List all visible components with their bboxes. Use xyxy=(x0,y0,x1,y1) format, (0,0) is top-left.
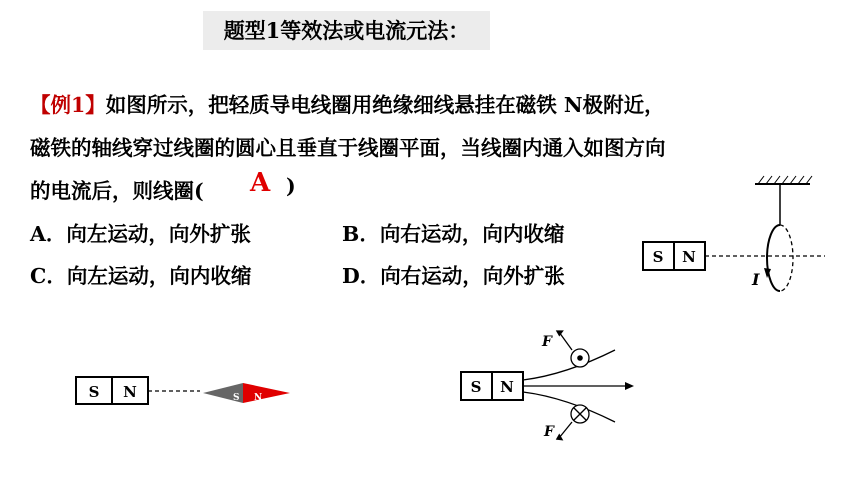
coil-back xyxy=(780,225,793,291)
current-label: I xyxy=(752,270,760,289)
force-arrow-top xyxy=(559,332,572,350)
example-text-3: 的电流后，则线圈( xyxy=(30,179,204,203)
example-tag: 【例1】 xyxy=(30,93,106,117)
magnet2-s-label: S xyxy=(88,383,100,401)
needle-figure xyxy=(75,370,305,410)
force-arrow-bottom xyxy=(559,422,572,438)
option-b-letter: B． xyxy=(342,222,380,246)
needle-n-half-icon xyxy=(243,383,290,403)
example-text-1: 如图所示，把轻质导电线圈用绝缘细线悬挂在磁铁 N极附近， xyxy=(105,93,665,117)
option-d xyxy=(342,259,565,289)
option-c xyxy=(30,259,251,289)
magnet2-n-label: N xyxy=(123,383,137,401)
option-b-text: 向右运动，向内收缩 xyxy=(379,222,565,246)
option-d-letter: D． xyxy=(342,264,381,288)
option-a-text: 向左运动，向外扩张 xyxy=(66,222,251,246)
section-heading: 题型1等效法或电流元法： xyxy=(203,11,490,50)
option-d-text: 向右运动，向外扩张 xyxy=(380,264,565,288)
example-line-2: 磁铁的轴线穿过线圈的圆心且垂直于线圈平面，当线圈内通入如图方向 xyxy=(30,136,666,160)
needle-s-label: S xyxy=(233,393,240,403)
magnet-s-label: S xyxy=(652,248,664,266)
field-arrow-icon xyxy=(625,382,634,390)
option-b xyxy=(342,217,564,247)
option-c-text: 向左运动，向内收缩 xyxy=(66,264,252,288)
option-a xyxy=(30,217,251,247)
needle-n-label: N xyxy=(254,393,263,403)
current-element-figure xyxy=(460,320,650,445)
example-line-3 xyxy=(30,174,204,204)
option-c-letter: C． xyxy=(30,264,67,288)
coil-front xyxy=(767,225,780,291)
magnet3-s-label: S xyxy=(470,378,482,396)
option-a-letter: A． xyxy=(30,222,67,246)
example-line-1 xyxy=(30,88,665,118)
coil-figure xyxy=(640,170,840,300)
magnet-n-label: N xyxy=(682,248,696,266)
example-paren-close: ) xyxy=(286,174,296,198)
force-label-bottom: F xyxy=(544,424,554,440)
ceiling-support xyxy=(755,176,812,184)
force-label-top: F xyxy=(542,334,552,350)
magnet3-n-label: N xyxy=(500,378,514,396)
answer-mark: A xyxy=(250,168,271,198)
